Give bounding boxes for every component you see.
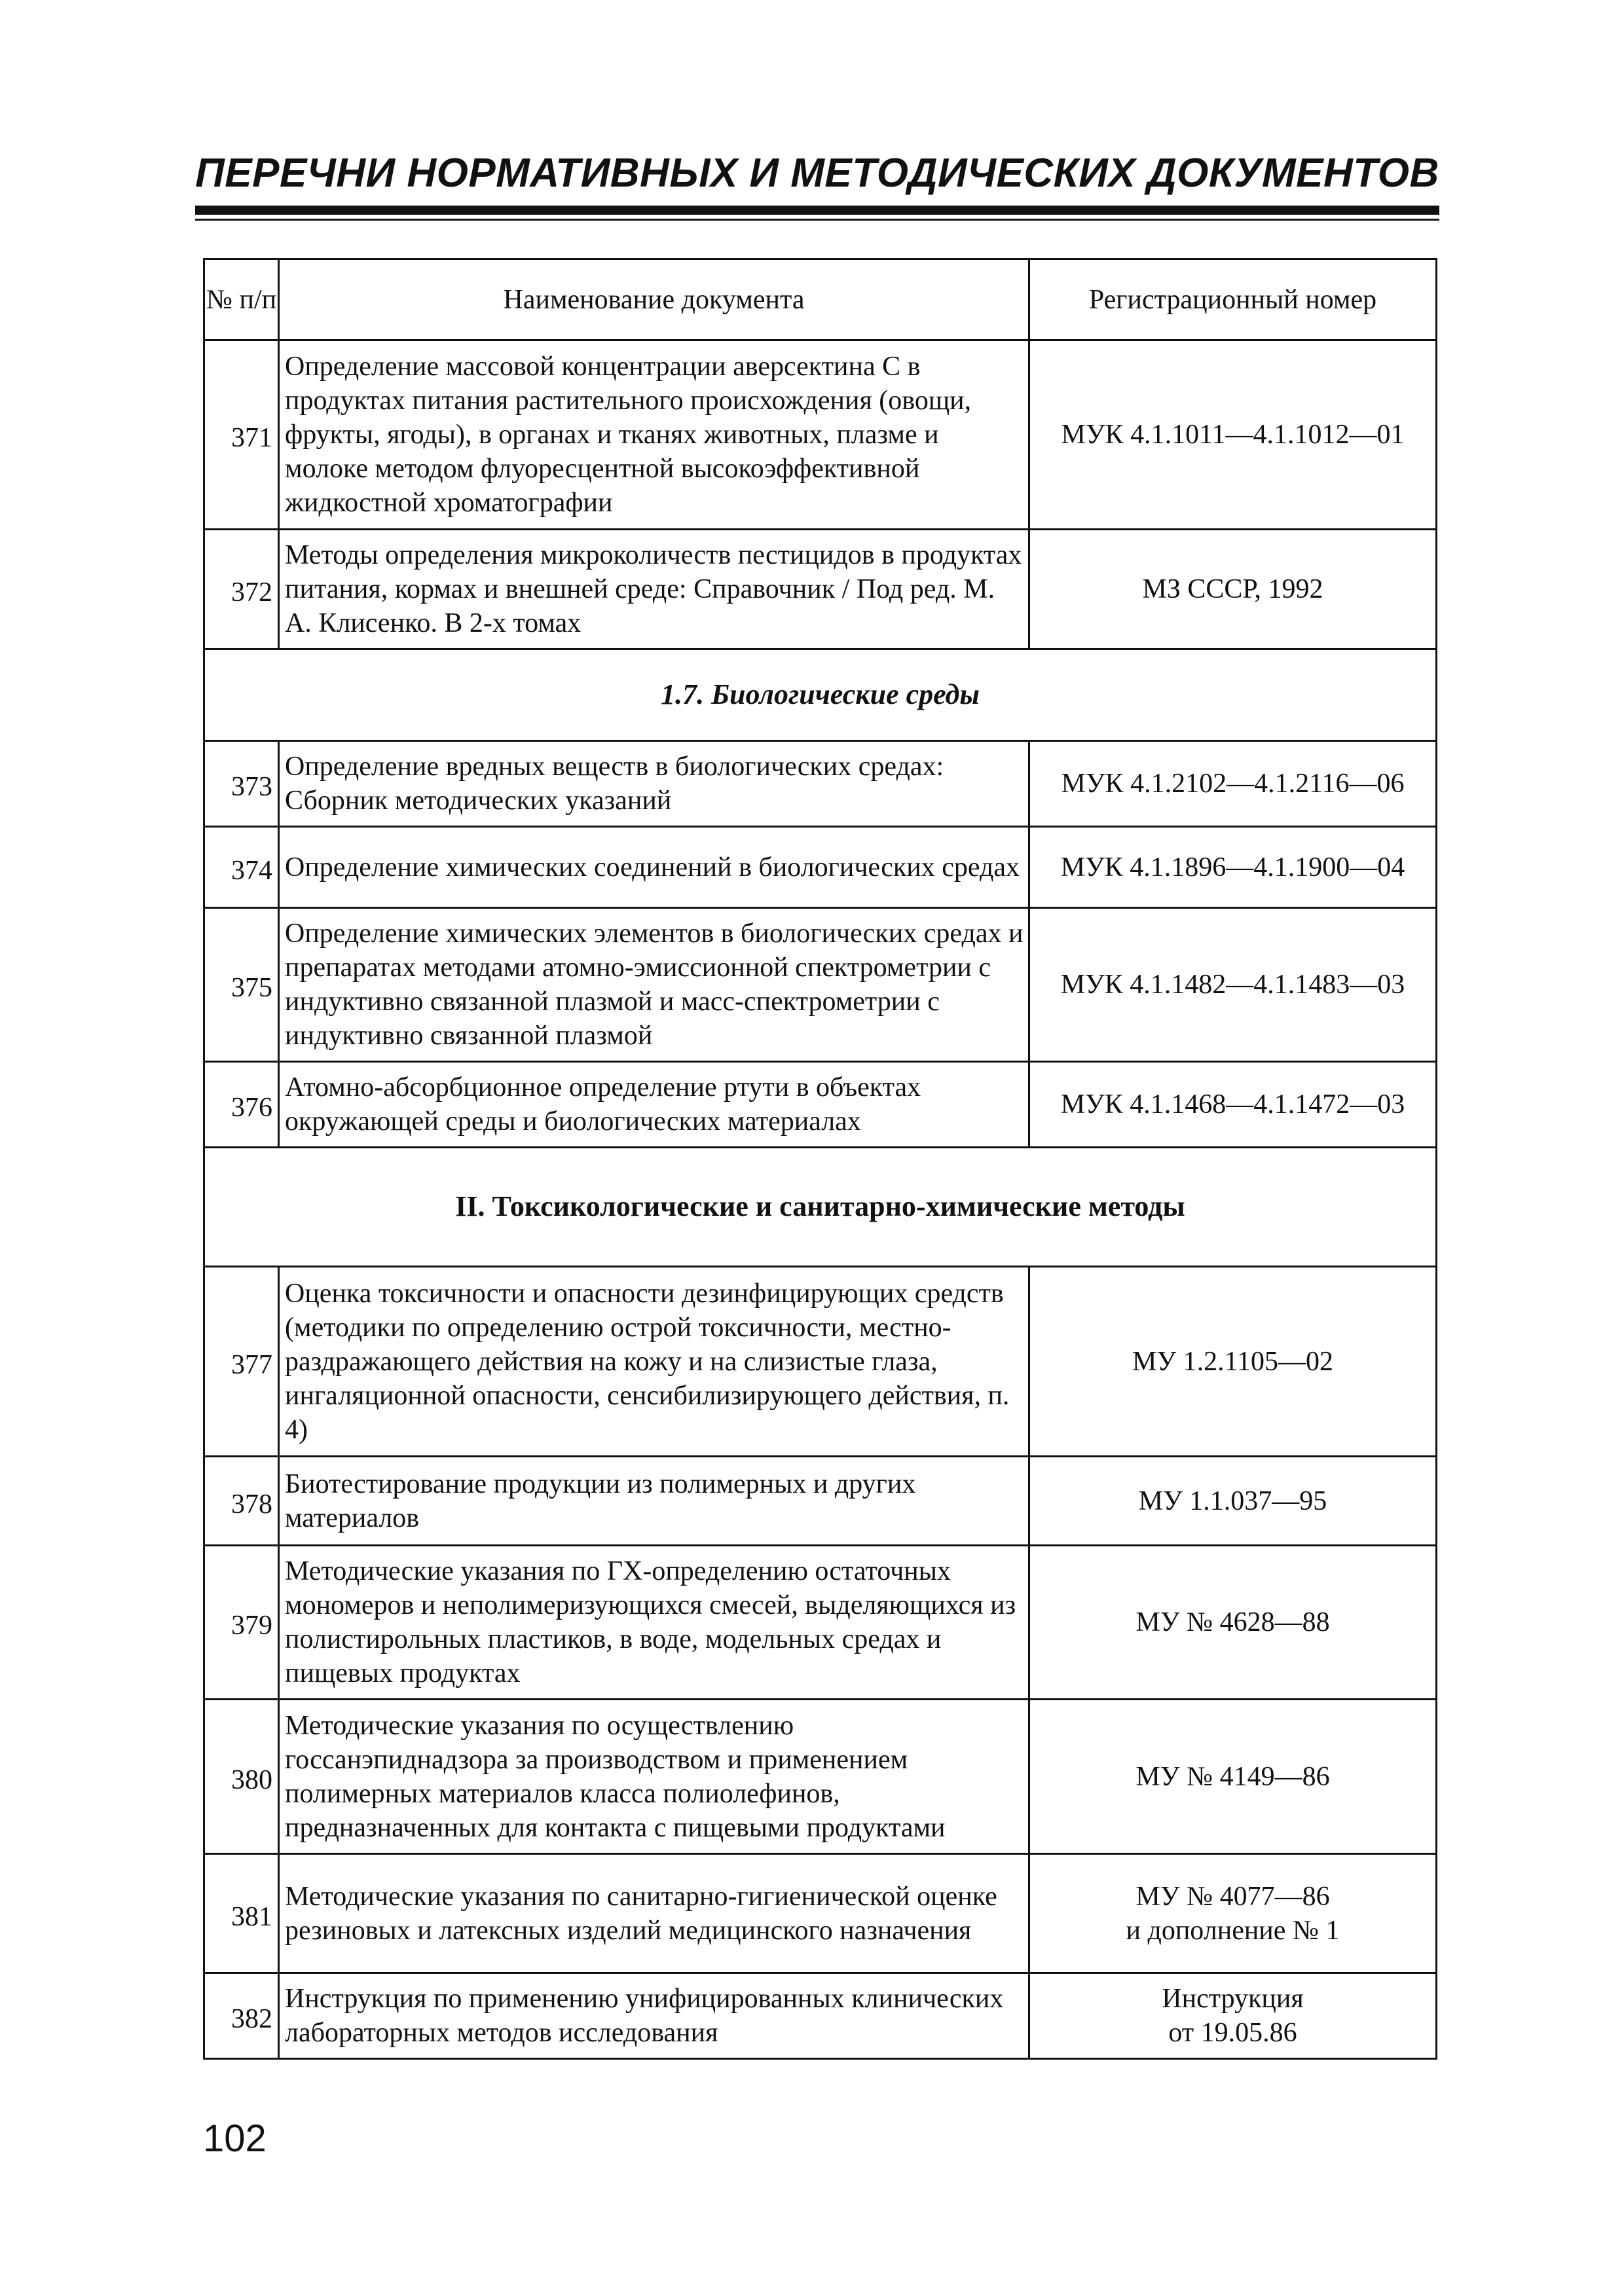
registration-number-line2: от 19.05.86 — [1168, 2018, 1297, 2048]
document-name: Биотестирование продукции из полимерных и других материалов — [279, 1457, 1029, 1546]
table-row — [204, 908, 1437, 1062]
row-number: 379 — [204, 1546, 279, 1700]
row-number: 382 — [204, 1973, 279, 2059]
column-header-registration: Регистрационный номер — [1029, 259, 1437, 340]
section-title-text: 1.7. Биологические среды — [661, 678, 980, 710]
table-row — [204, 827, 1437, 908]
row-number: 380 — [204, 1700, 279, 1854]
row-number: 373 — [204, 741, 279, 827]
table-header-row — [204, 259, 1437, 340]
registration-number: МУК 4.1.1011—4.1.1012—01 — [1029, 340, 1437, 530]
document-name: Определение массовой концентрации аверсектина С в продуктах питания растительного происхождения (овощи, фрукты, ягоды), в органах и тканях животных, плазме и молоке методом флуоресцентной высокоэффективной жидкостной хроматографии — [279, 340, 1029, 530]
registration-number: МЗ СССР, 1992 — [1029, 530, 1437, 649]
document-name: Определение химических соединений в биологических средах — [279, 827, 1029, 908]
section-row — [204, 1148, 1437, 1267]
table-row — [204, 1973, 1437, 2059]
table-row — [204, 1457, 1437, 1546]
documents-table — [203, 258, 1437, 2060]
column-header-name: Наименование документа — [279, 259, 1029, 340]
registration-number-line2: и дополнение № 1 — [1126, 1915, 1340, 1946]
table-row — [204, 530, 1437, 649]
document-name: Атомно-абсорбционное определение ртути в объектах окружающей среды и биологических материалах — [279, 1062, 1029, 1148]
registration-number — [1029, 1854, 1437, 1973]
table-row — [204, 1267, 1437, 1457]
document-name: Определение вредных веществ в биологических средах: Сборник методических указаний — [279, 741, 1029, 827]
header-rule-thin — [195, 219, 1439, 221]
document-name: Методические указания по санитарно-гигиенической оценке резиновых и латексных изделий медицинского назначения — [279, 1854, 1029, 1973]
table-row — [204, 1546, 1437, 1700]
registration-number-line1: МУ № 4077—86 — [1135, 1881, 1330, 1912]
row-number: 372 — [204, 530, 279, 649]
row-number: 374 — [204, 827, 279, 908]
table-row — [204, 741, 1437, 827]
document-name: Методы определения микроколичеств пестицидов в продуктах питания, кормах и внешней среде: Справочник / Под ред. М. А. Клисенко. В 2-х томах — [279, 530, 1029, 649]
row-number: 377 — [204, 1267, 279, 1457]
page-number: 102 — [203, 2117, 267, 2160]
registration-number: МУК 4.1.1482—4.1.1483—03 — [1029, 908, 1437, 1062]
row-number: 381 — [204, 1854, 279, 1973]
document-name: Оценка токсичности и опасности дезинфицирующих средств (методики по определению острой токсичности, местно-раздражающего действия на кожу и на слизистые глаза, ингаляционной опасности, сенсибилизирующего действия, п. 4) — [279, 1267, 1029, 1457]
registration-number — [1029, 1973, 1437, 2059]
page-header — [195, 145, 1439, 221]
header-rule — [195, 206, 1439, 215]
document-name: Методические указания по осуществлению госсанэпиднадзора за производством и применением полимерных материалов класса полиолефинов, предназначенных для контакта с пищевыми продуктами — [279, 1700, 1029, 1854]
column-header-number: № п/п — [204, 259, 279, 340]
row-number: 376 — [204, 1062, 279, 1148]
document-name: Определение химических элементов в биологических средах и препаратах методами атомно-эмиссионной спектрометрии с индуктивно связанной плазмой и масс-спектрометрии с индуктивно связанной плазмой — [279, 908, 1029, 1062]
section-title-bio — [204, 649, 1437, 741]
page-title: ПЕРЕЧНИ НОРМАТИВНЫХ И МЕТОДИЧЕСКИХ ДОКУМЕНТОВ — [195, 151, 1439, 196]
row-number: 378 — [204, 1457, 279, 1546]
table-row — [204, 340, 1437, 530]
registration-number: МУК 4.1.1468—4.1.1472—03 — [1029, 1062, 1437, 1148]
registration-number-line1: Инструкция — [1162, 1984, 1304, 2014]
row-number: 371 — [204, 340, 279, 530]
table-row — [204, 1854, 1437, 1973]
registration-number: МУ № 4149—86 — [1029, 1700, 1437, 1854]
section-title-text: II. Токсикологические и санитарно-химические методы — [455, 1190, 1185, 1222]
document-name: Инструкция по применению унифицированных клинических лабораторных методов исследования — [279, 1973, 1029, 2059]
row-number: 375 — [204, 908, 279, 1062]
table-row — [204, 1062, 1437, 1148]
registration-number: МУК 4.1.2102—4.1.2116—06 — [1029, 741, 1437, 827]
registration-number: МУ 1.1.037—95 — [1029, 1457, 1437, 1546]
registration-number: МУК 4.1.1896—4.1.1900—04 — [1029, 827, 1437, 908]
table-row — [204, 1700, 1437, 1854]
section-title-tox — [204, 1148, 1437, 1267]
registration-number: МУ 1.2.1105—02 — [1029, 1267, 1437, 1457]
section-row — [204, 649, 1437, 741]
document-name: Методические указания по ГХ-определению остаточных мономеров и неполимеризующихся смесей, выделяющихся из полистирольных пластиков, в воде, модельных средах и пищевых продуктах — [279, 1546, 1029, 1700]
registration-number: МУ № 4628—88 — [1029, 1546, 1437, 1700]
